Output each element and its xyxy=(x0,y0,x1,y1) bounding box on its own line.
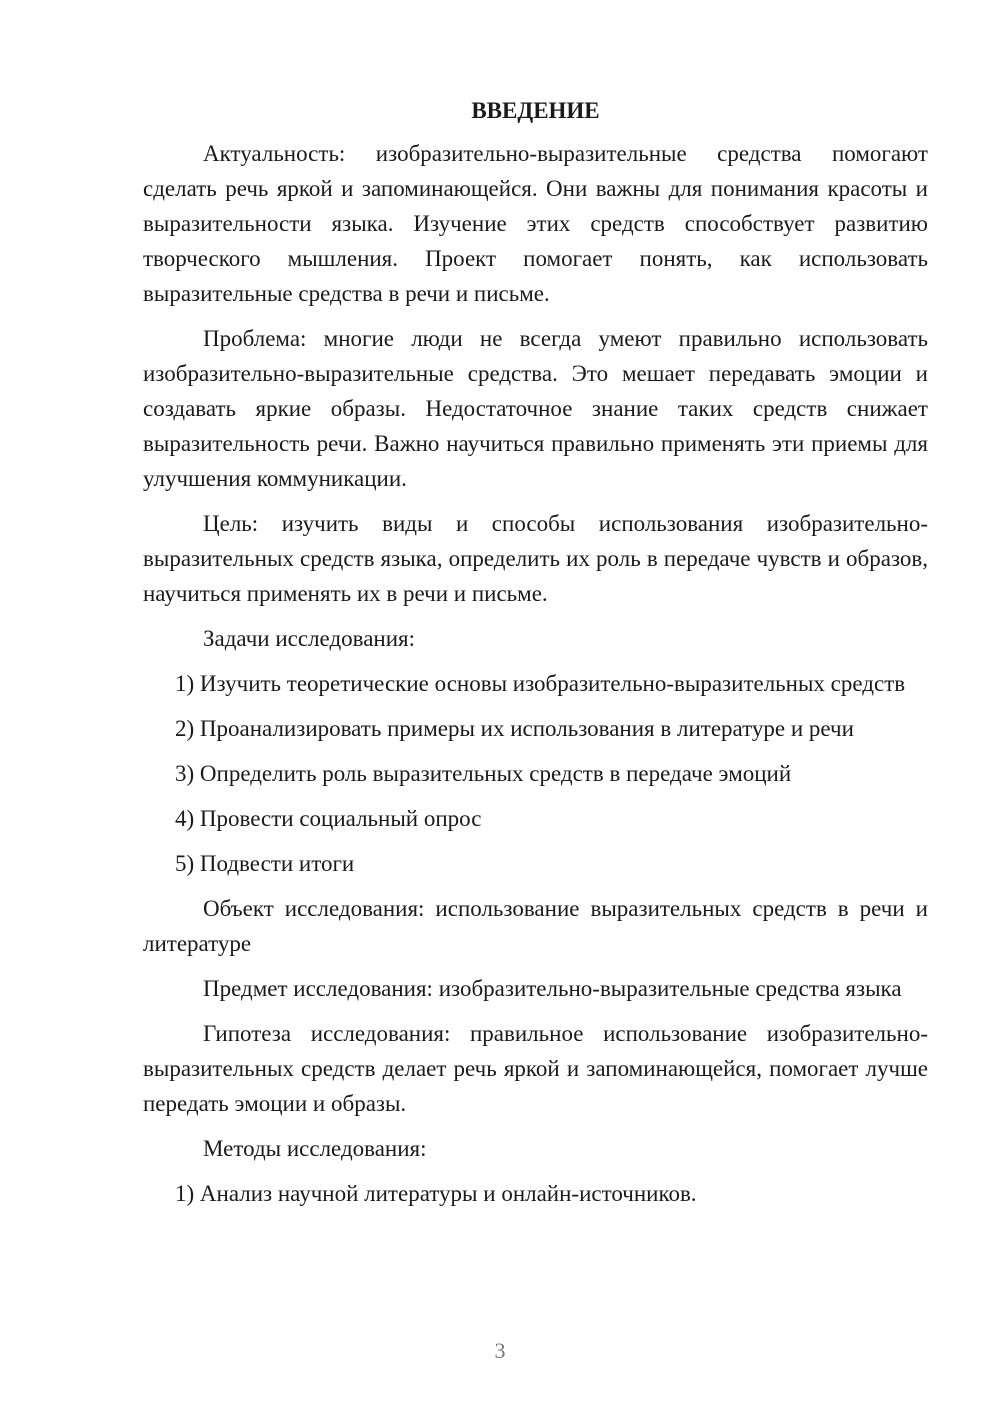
task-item: 1) Изучить теоретические основы изобразительно-выразительных средств xyxy=(175,671,906,696)
goal-paragraph: Цель: изучить виды и способы использования изобразительно-выразительных средств языка, определить их роль в передаче чувств и образов, научиться применять их в речи и письме. xyxy=(143,511,928,606)
tasks-heading: Задачи исследования: xyxy=(203,626,416,651)
relevance-paragraph: Актуальность: изобразительно-выразительные средства помогают сделать речь яркой и запоминающейся. Они важны для понимания красоты и выразительности языка. Изучение этих средств способствует развитию творческого мышления. Проект помогает понять, как использовать выразительные средства в речи и письме. xyxy=(143,141,928,306)
task-item: 4) Провести социальный опрос xyxy=(175,806,482,831)
object-paragraph: Объект исследования: использование выразительных средств в речи и литературе xyxy=(143,896,928,956)
page-content xyxy=(143,96,928,1221)
methods-heading: Методы исследования: xyxy=(203,1136,427,1161)
page-title: ВВЕДЕНИЕ xyxy=(471,98,600,123)
hypothesis-paragraph: Гипотеза исследования: правильное использование изобразительно-выразительных средств делает речь яркой и запоминающейся, помогает лучше передать эмоции и образы. xyxy=(143,1021,928,1116)
page-number: 3 xyxy=(494,1338,506,1363)
task-item: 2) Проанализировать примеры их использования в литературе и речи xyxy=(175,716,854,741)
task-item: 5) Подвести итоги xyxy=(175,851,355,876)
problem-paragraph: Проблема: многие люди не всегда умеют правильно использовать изобразительно-выразительные средства. Это мешает передавать эмоции и создавать яркие образы. Недостаточное знание таких средств снижает выразительность речи. Важно научиться правильно применять эти приемы для улучшения коммуникации. xyxy=(143,326,928,491)
subject-paragraph: Предмет исследования: изобразительно-выразительные средства языка xyxy=(203,976,902,1001)
method-item: 1) Анализ научной литературы и онлайн-источников. xyxy=(175,1181,697,1206)
task-item: 3) Определить роль выразительных средств в передаче эмоций xyxy=(175,761,792,786)
